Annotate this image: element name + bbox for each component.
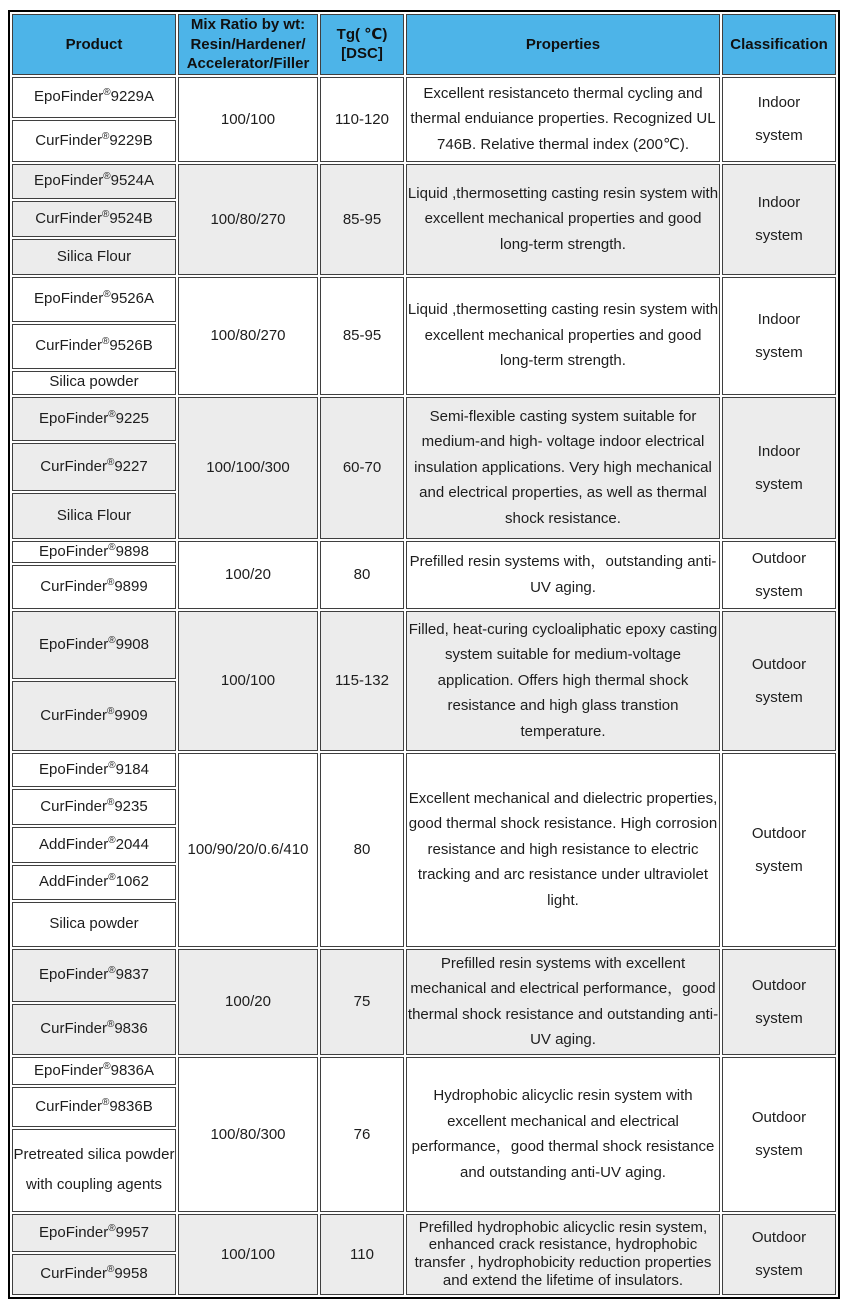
tg-cell: 85-95 xyxy=(320,277,404,395)
table-row xyxy=(12,949,836,1002)
properties-cell: Liquid ,thermosetting casting resin system with excellent mechanical properties and good long-term strength. xyxy=(406,277,720,395)
classification-cell: Outdoor system xyxy=(722,541,836,609)
product-cell: EpoFinder®9229A xyxy=(12,77,176,118)
mix-ratio-cell: 100/80/270 xyxy=(178,277,318,395)
product-spec-table xyxy=(8,10,840,1299)
product-cell: CurFinder®9909 xyxy=(12,681,176,751)
table-row xyxy=(12,753,836,787)
header-cell-product: Product xyxy=(12,14,176,75)
classification-cell: Indoor system xyxy=(722,77,836,162)
tg-cell: 115-132 xyxy=(320,611,404,751)
product-cell: EpoFinder®9837 xyxy=(12,949,176,1002)
product-cell: EpoFinder®9526A xyxy=(12,277,176,322)
mix-ratio-cell: 100/80/270 xyxy=(178,164,318,275)
product-cell: Silica Flour xyxy=(12,493,176,539)
mix-ratio-cell: 100/100 xyxy=(178,77,318,162)
classification-cell: Indoor system xyxy=(722,164,836,275)
product-cell: CurFinder®9227 xyxy=(12,443,176,491)
table-row xyxy=(12,611,836,679)
product-cell: CurFinder®9836B xyxy=(12,1087,176,1127)
product-cell: EpoFinder®9225 xyxy=(12,397,176,441)
product-cell: CurFinder®9526B xyxy=(12,324,176,369)
properties-cell: Hydrophobic alicyclic resin system with excellent mechanical and electrical performance，good thermal shock resistance and outstanding anti-UV aging. xyxy=(406,1057,720,1212)
table-row xyxy=(12,397,836,441)
table-row xyxy=(12,1057,836,1085)
table-row xyxy=(12,277,836,322)
product-cell: Silica powder xyxy=(12,371,176,395)
tg-cell: 110-120 xyxy=(320,77,404,162)
product-table xyxy=(8,10,840,1299)
table-row xyxy=(12,1214,836,1252)
classification-cell: Indoor system xyxy=(722,397,836,539)
tg-cell: 80 xyxy=(320,753,404,947)
tg-cell: 75 xyxy=(320,949,404,1055)
product-cell: AddFinder®1062 xyxy=(12,865,176,900)
properties-cell: Prefilled resin systems with，outstanding anti-UV aging. xyxy=(406,541,720,609)
header-row xyxy=(12,14,836,75)
classification-cell: Indoor system xyxy=(722,277,836,395)
product-cell: EpoFinder®9184 xyxy=(12,753,176,787)
mix-ratio-cell: 100/20 xyxy=(178,949,318,1055)
product-cell: EpoFinder®9836A xyxy=(12,1057,176,1085)
product-cell: EpoFinder®9957 xyxy=(12,1214,176,1252)
product-cell: EpoFinder®9524A xyxy=(12,164,176,199)
mix-ratio-cell: 100/90/20/0.6/410 xyxy=(178,753,318,947)
properties-cell: Prefilled resin systems with excellent mechanical and electrical performance，good thermal shock resistance and outstanding anti-UV aging. xyxy=(406,949,720,1055)
table-row xyxy=(12,164,836,199)
table-row xyxy=(12,541,836,563)
table-row xyxy=(12,77,836,118)
properties-cell: Liquid ,thermosetting casting resin system with excellent mechanical properties and good long-term strength. xyxy=(406,164,720,275)
header-cell-mix-ratio: Mix Ratio by wt: Resin/Hardener/ Accelerator/Filler xyxy=(178,14,318,75)
product-cell: CurFinder®9899 xyxy=(12,565,176,609)
classification-cell: Outdoor system xyxy=(722,949,836,1055)
product-cell: Silica Flour xyxy=(12,239,176,275)
product-cell: EpoFinder®9898 xyxy=(12,541,176,563)
header-cell-tg: Tg( ℃) [DSC] xyxy=(320,14,404,75)
tg-cell: 80 xyxy=(320,541,404,609)
mix-ratio-cell: 100/100/300 xyxy=(178,397,318,539)
product-cell: CurFinder®9958 xyxy=(12,1254,176,1295)
properties-cell: Excellent resistanceto thermal cycling and thermal enduiance properties. Recognized UL 746B. Relative thermal index (200℃). xyxy=(406,77,720,162)
tg-cell: 110 xyxy=(320,1214,404,1295)
header-cell-classification: Classification xyxy=(722,14,836,75)
classification-cell: Outdoor system xyxy=(722,753,836,947)
classification-cell: Outdoor system xyxy=(722,1057,836,1212)
properties-cell: Excellent mechanical and dielectric properties, good thermal shock resistance. High corrosion resistance and high resistance to electric tracking and arc resistance under ultraviolet light. xyxy=(406,753,720,947)
properties-cell: Semi-flexible casting system suitable for medium-and high- voltage indoor electrical insulation applications. Very high mechanical and electrical properties, as well as thermal shock resistance. xyxy=(406,397,720,539)
product-cell: AddFinder®2044 xyxy=(12,827,176,863)
product-cell: Pretreated silica powder with coupling agents xyxy=(12,1129,176,1212)
product-cell: CurFinder®9524B xyxy=(12,201,176,237)
product-cell: CurFinder®9229B xyxy=(12,120,176,162)
mix-ratio-cell: 100/20 xyxy=(178,541,318,609)
product-cell: CurFinder®9235 xyxy=(12,789,176,825)
properties-cell: Prefilled hydrophobic alicyclic resin system, enhanced crack resistance, hydrophobic transfer , hydrophobicity reduction properties and extend the lifetime of insulators. xyxy=(406,1214,720,1295)
classification-cell: Outdoor system xyxy=(722,1214,836,1295)
mix-ratio-cell: 100/80/300 xyxy=(178,1057,318,1212)
product-cell: EpoFinder®9908 xyxy=(12,611,176,679)
tg-cell: 85-95 xyxy=(320,164,404,275)
tg-cell: 60-70 xyxy=(320,397,404,539)
product-cell: Silica powder xyxy=(12,902,176,947)
properties-cell: Filled, heat-curing cycloaliphatic epoxy casting system suitable for medium-voltage application. Offers high thermal shock resistance and high glass transtion temperature. xyxy=(406,611,720,751)
classification-cell: Outdoor system xyxy=(722,611,836,751)
mix-ratio-cell: 100/100 xyxy=(178,611,318,751)
tg-cell: 76 xyxy=(320,1057,404,1212)
header-cell-properties: Properties xyxy=(406,14,720,75)
mix-ratio-cell: 100/100 xyxy=(178,1214,318,1295)
product-cell: CurFinder®9836 xyxy=(12,1004,176,1055)
